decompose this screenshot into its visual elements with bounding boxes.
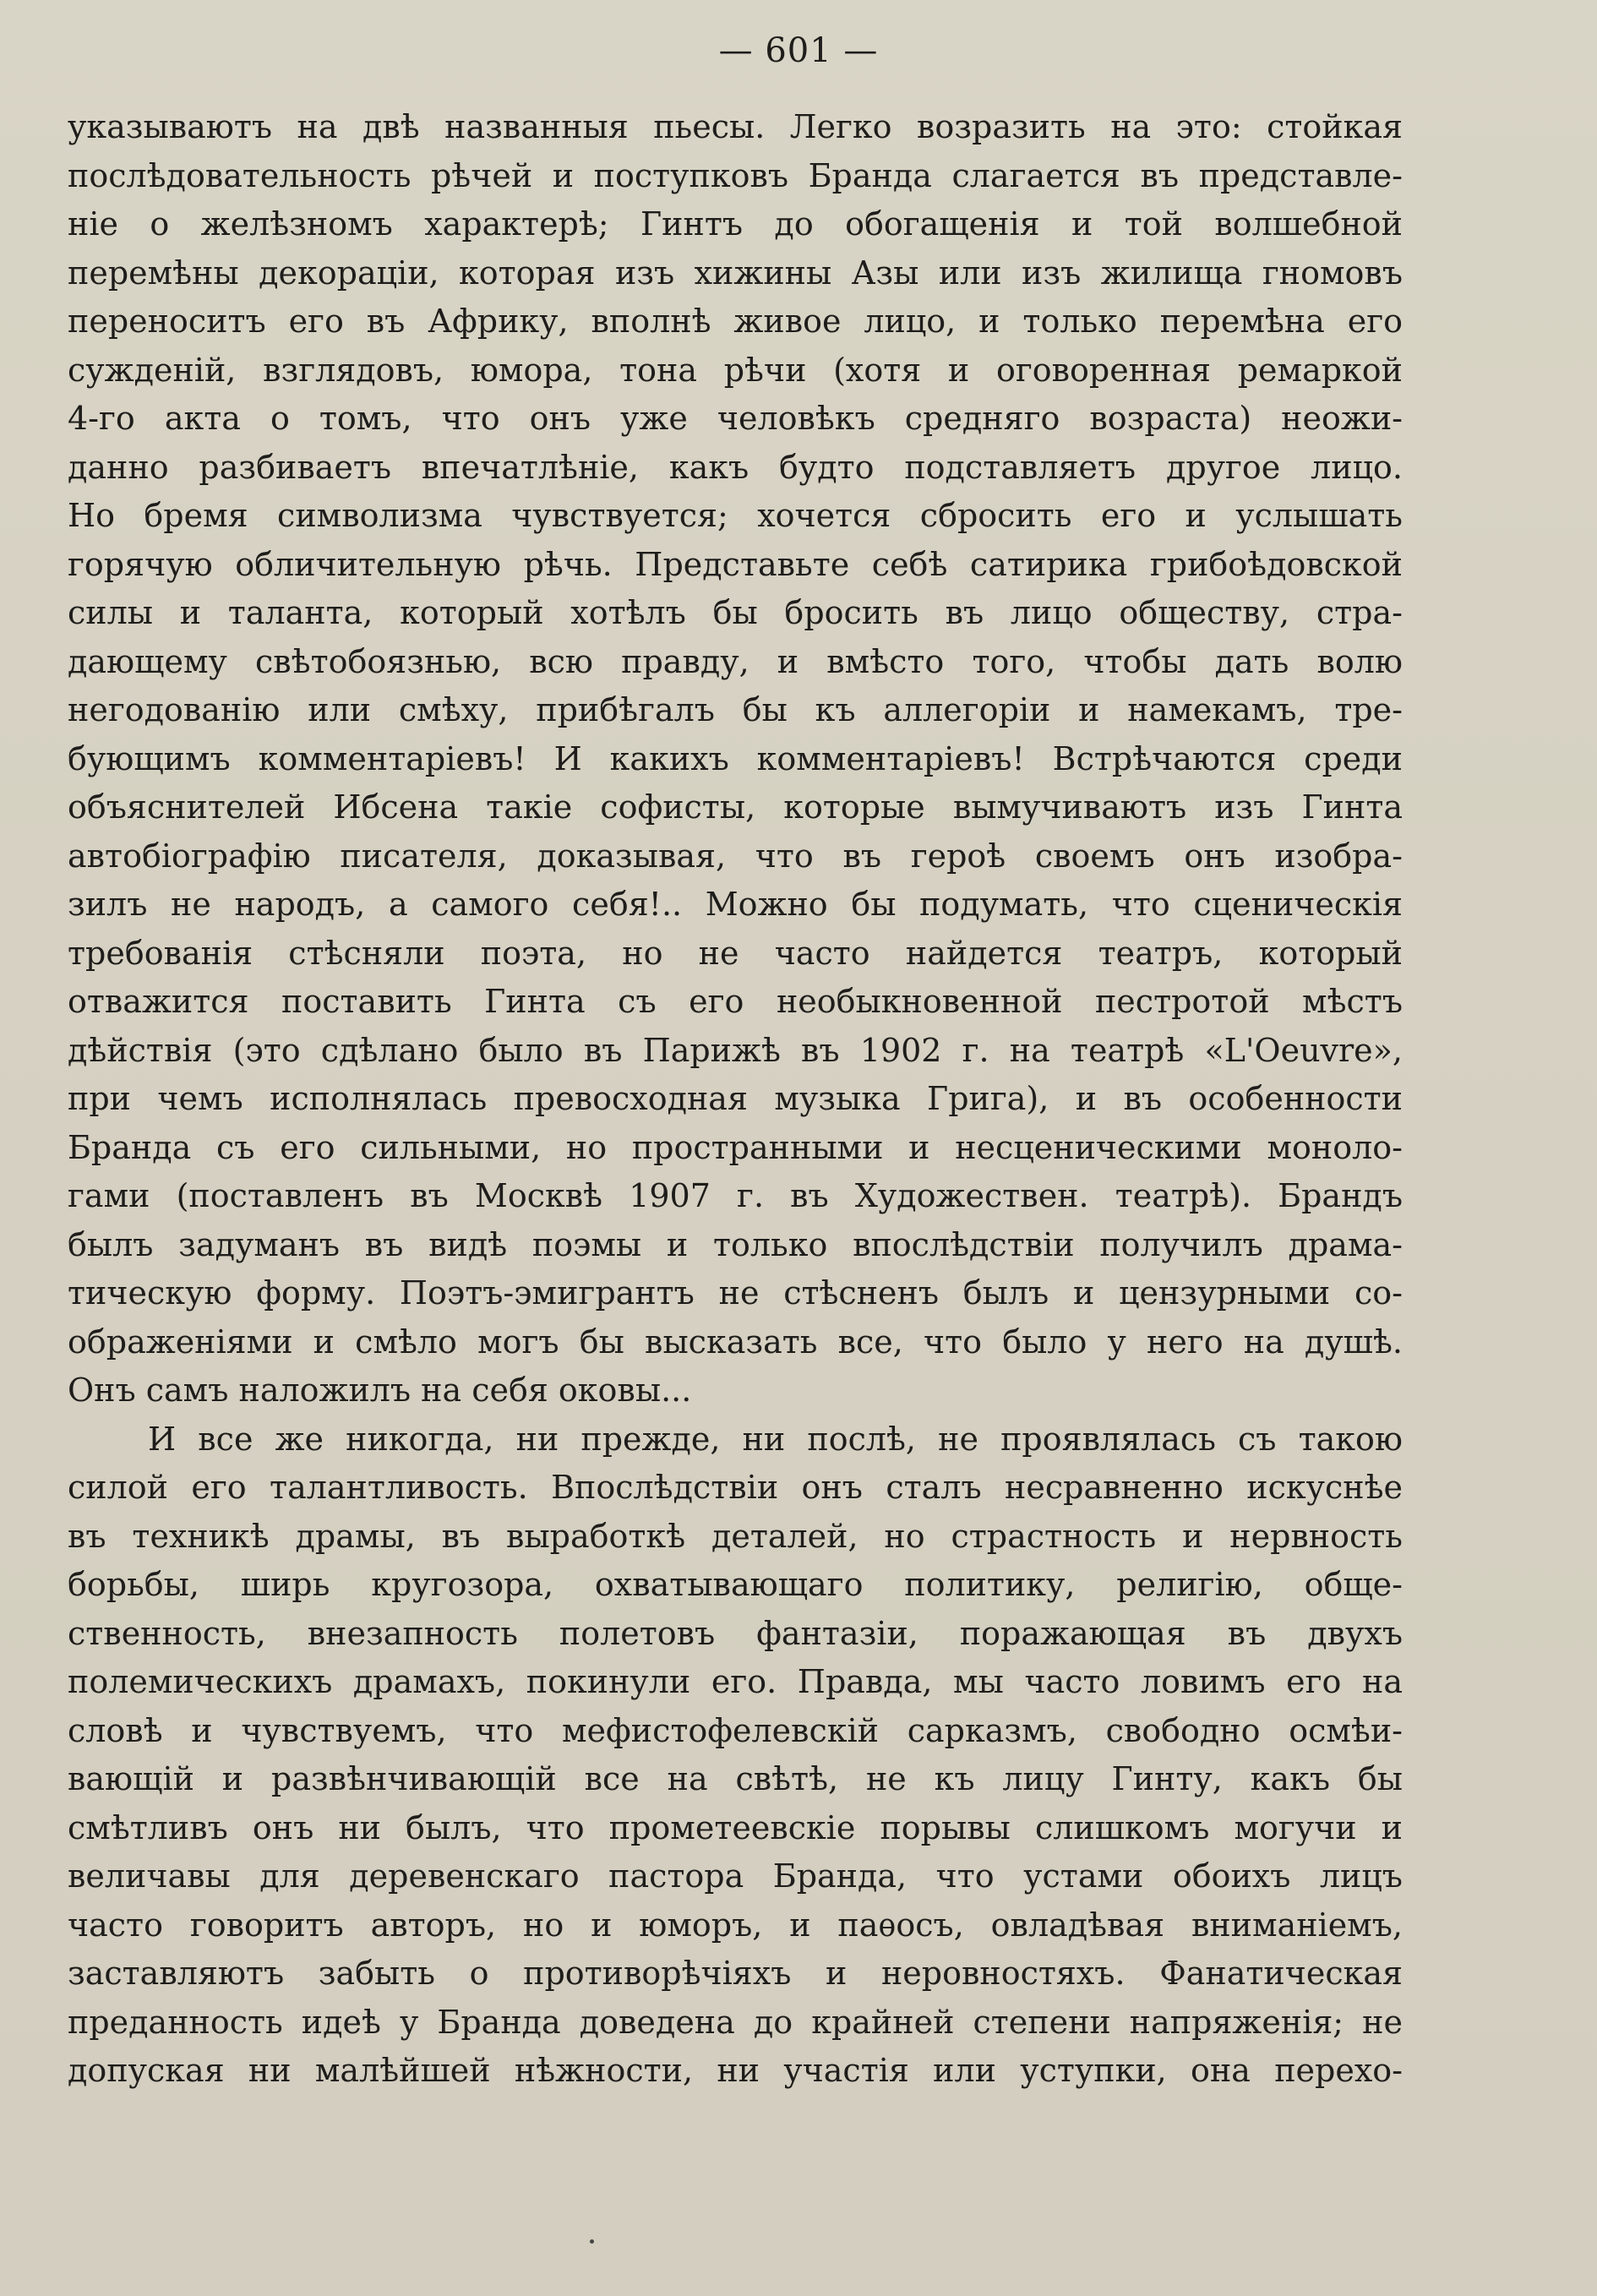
text-line: 4-го акта о томъ, что онъ уже человѣкъ средняго возраста) неожи- xyxy=(68,400,1403,437)
text-line: данно разбиваетъ впечатлѣніе, какъ будто подставляетъ другое лицо. xyxy=(68,448,1403,486)
text-line: въ техникѣ драмы, въ выработкѣ деталей, но страстность и нервность xyxy=(68,1517,1403,1555)
text-line: переноситъ его въ Африку, вполнѣ живое лицо, и только перемѣна его xyxy=(68,303,1403,340)
text-line: борьбы, ширь кругозора, охватывающаго политику, религію, обще- xyxy=(68,1566,1403,1603)
text-line: былъ задуманъ въ видѣ поэмы и только впослѣдствіи получилъ драма- xyxy=(68,1225,1403,1263)
text-line: преданность идеѣ у Бранда доведена до крайней степени напряженія; не xyxy=(68,2003,1403,2041)
text-line: автобіографію писателя, доказывая, что въ героѣ своемъ онъ изобра- xyxy=(68,837,1403,875)
text-line: полемическихъ драмахъ, покинули его. Правда, мы часто ловимъ его на xyxy=(68,1663,1403,1700)
text-line: горячую обличительную рѣчь. Представьте себѣ сатирика грибоѣдовской xyxy=(68,545,1403,583)
text-line: бующимъ комментаріевъ! И какихъ комментаріевъ! Встрѣчаются среди xyxy=(68,739,1403,777)
text-line: силой его талантливость. Впослѣдствіи онъ сталъ несравненно искуснѣе xyxy=(68,1469,1403,1506)
text-line: силы и таланта, который хотѣлъ бы бросить въ лицо обществу, стра- xyxy=(68,594,1403,631)
text-line: сужденій, взглядовъ, юмора, тона рѣчи (хотя и оговоренная ремаркой xyxy=(68,351,1403,389)
text-line: словѣ и чувствуемъ, что мефистофелевскій сарказмъ, свободно осмѣи- xyxy=(68,1711,1403,1749)
text-line: послѣдовательность рѣчей и поступковъ Бранда слагается въ представле- xyxy=(68,156,1403,194)
text-line: гами (поставленъ въ Москвѣ 1907 г. въ Художествен. театрѣ). Брандъ xyxy=(68,1177,1403,1214)
paragraph-end-line: Онъ самъ наложилъ на себя оковы... xyxy=(68,1372,692,1409)
text-line: ственность, внезапность полетовъ фантазіи, поражающая въ двухъ xyxy=(68,1614,1403,1652)
text-line: Бранда съ его сильными, но пространными и несценическими моноло- xyxy=(68,1128,1403,1166)
page-number-header: — 601 — xyxy=(718,31,879,70)
text-line: допуская ни малѣйшей нѣжности, ни участія или уступки, она перехо- xyxy=(68,2052,1403,2089)
text-line: часто говоритъ авторъ, но и юморъ, и паѳосъ, овладѣвая вниманіемъ, xyxy=(68,1906,1403,1944)
text-line: смѣтливъ онъ ни былъ, что прометеевскіе порывы слишкомъ могучи и xyxy=(68,1808,1403,1846)
text-line: дающему свѣтобоязнью, всю правду, и вмѣсто того, чтобы дать волю xyxy=(68,642,1403,680)
text-line: зилъ не народъ, а самого себя!.. Можно бы подумать, что сценическія xyxy=(68,886,1403,923)
text-line: Но бремя символизма чувствуется; хочется сбросить его и услышать xyxy=(68,497,1403,534)
body-text xyxy=(68,103,1403,2096)
text-line: заставляютъ забыть о противорѣчіяхъ и неровностяхъ. Фанатическая xyxy=(68,1955,1403,1992)
text-line: отважится поставить Гинта съ его необыкновенной пестротой мѣстъ xyxy=(68,983,1403,1020)
text-line: объяснителей Ибсена такіе софисты, которые вымучиваютъ изъ Гинта xyxy=(68,788,1403,826)
text-line: негодованію или смѣху, прибѣгалъ бы къ аллегоріи и намекамъ, тре- xyxy=(68,691,1403,728)
text-line: величавы для деревенскаго пастора Бранда, что устами обоихъ лицъ xyxy=(68,1857,1403,1895)
text-line: перемѣны декораціи, которая изъ хижины Азы или изъ жилища гномовъ xyxy=(68,254,1403,292)
text-line: при чемъ исполнялась превосходная музыка Грига), и въ особенности xyxy=(68,1080,1403,1117)
text-line: требованія стѣсняли поэта, но не часто найдется театръ, который xyxy=(68,934,1403,972)
text-line: ніе о желѣзномъ характерѣ; Гинтъ до обогащенія и той волшебной xyxy=(68,205,1403,243)
ink-speck xyxy=(590,2239,594,2244)
text-line: тическую форму. Поэтъ-эмигрантъ не стѣсненъ былъ и цензурными со- xyxy=(68,1274,1403,1312)
text-line: ображеніями и смѣло могъ бы высказать все, что было у него на душѣ. xyxy=(68,1323,1403,1361)
text-line: вающій и развѣнчивающій все на свѣтѣ, не къ лицу Гинту, какъ бы xyxy=(68,1760,1403,1797)
text-line: указываютъ на двѣ названныя пьесы. Легко возразить на это: стойкая xyxy=(68,108,1403,145)
paragraph-first-line: И все же никогда, ни прежде, ни послѣ, не проявлялась съ такою xyxy=(148,1420,1403,1458)
text-line: дѣйствія (это сдѣлано было въ Парижѣ въ 1902 г. на театрѣ «L'Oeuvre», xyxy=(68,1031,1403,1069)
